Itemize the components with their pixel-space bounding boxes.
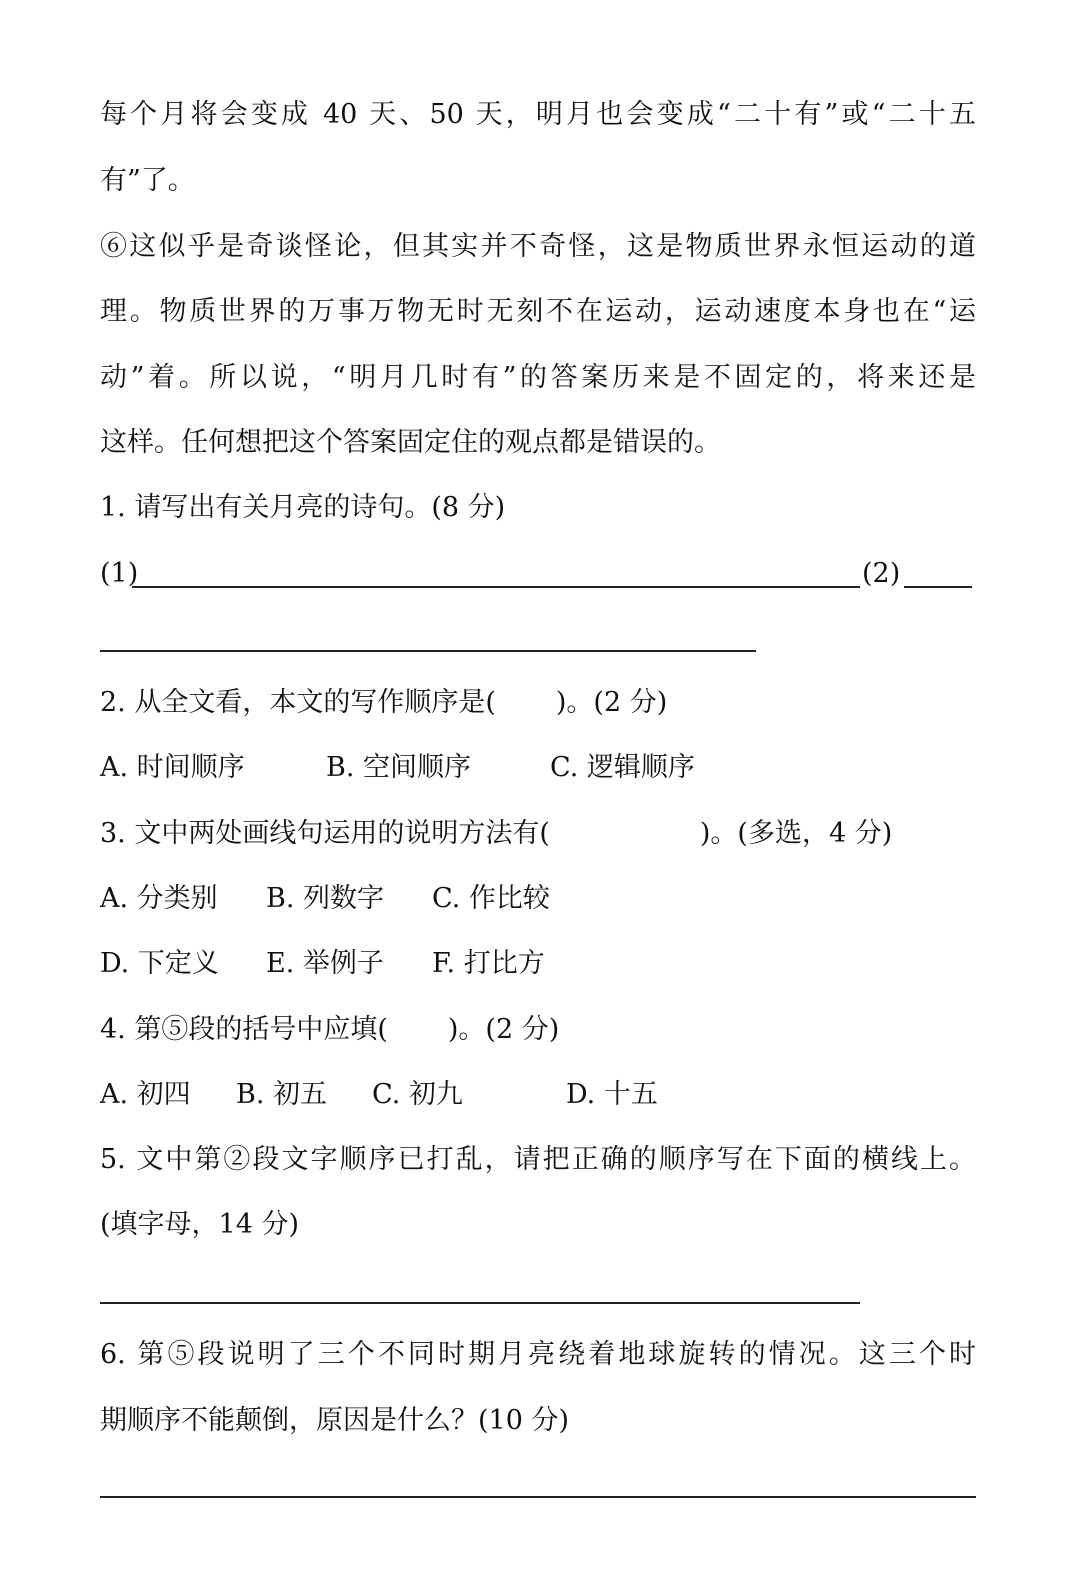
answer-line-5[interactable] bbox=[100, 1302, 860, 1304]
question-2-options bbox=[100, 751, 695, 785]
passage-line-4: 理。物质世界的万事万物无时无刻不在运动，运动速度本身也在“运 bbox=[100, 296, 976, 327]
passage-line-5: 动”着。所以说，“明月几时有”的答案历来是不固定的，将来还是 bbox=[100, 362, 976, 393]
option-3e[interactable]: E. 举例子 bbox=[266, 948, 384, 979]
question-2-prefix: 2. 从全文看，本文的写作顺序是( bbox=[100, 687, 496, 718]
question-6-line-1: 6. 第⑤段说明了三个不同时期月亮绕着地球旋转的情况。这三个时 bbox=[100, 1339, 976, 1370]
answer-line-1-2b[interactable] bbox=[100, 650, 756, 652]
question-3-options-row-1 bbox=[100, 882, 550, 916]
passage-line-6: 这样。任何想把这个答案固定住的观点都是错误的。 bbox=[100, 427, 721, 458]
option-3f[interactable]: F. 打比方 bbox=[432, 948, 545, 979]
passage-line-2: 有”了。 bbox=[100, 165, 195, 196]
option-4c[interactable]: C. 初九 bbox=[372, 1079, 463, 1110]
option-2b[interactable]: B. 空间顺序 bbox=[326, 752, 472, 783]
question-2-text bbox=[100, 686, 667, 720]
question-3-options-row-2 bbox=[100, 947, 545, 981]
question-3-prefix: 3. 文中两处画线句运用的说明方法有( bbox=[100, 818, 550, 849]
question-1-label-2: (2) bbox=[862, 558, 901, 589]
question-3-suffix: )。(多选，4 分) bbox=[699, 818, 893, 849]
question-3-text bbox=[100, 817, 892, 851]
option-4a[interactable]: A. 初四 bbox=[100, 1079, 191, 1110]
answer-line-1-2a[interactable] bbox=[904, 586, 972, 588]
answer-line-6[interactable] bbox=[100, 1496, 976, 1498]
question-5-line-2: (填字母，14 分) bbox=[100, 1209, 300, 1240]
question-6-line-2: 期顺序不能颠倒，原因是什么？(10 分) bbox=[100, 1405, 570, 1436]
option-3a[interactable]: A. 分类别 bbox=[100, 883, 218, 914]
option-4b[interactable]: B. 初五 bbox=[236, 1079, 328, 1110]
passage-line-1: 每个月将会变成 40 天、50 天，明月也会变成“二十有”或“二十五 bbox=[100, 99, 976, 130]
question-2-suffix: )。(2 分) bbox=[555, 687, 668, 718]
option-2c[interactable]: C. 逻辑顺序 bbox=[550, 752, 695, 783]
question-4-prefix: 4. 第⑤段的括号中应填( bbox=[100, 1014, 388, 1045]
option-2a[interactable]: A. 时间顺序 bbox=[100, 752, 245, 783]
option-3d[interactable]: D. 下定义 bbox=[100, 948, 219, 979]
question-5-line-1: 5. 文中第②段文字顺序已打乱，请把正确的顺序写在下面的横线上。 bbox=[100, 1144, 976, 1175]
question-4-options bbox=[100, 1078, 658, 1112]
passage-line-3: ⑥这似乎是奇谈怪论，但其实并不奇怪，这是物质世界永恒运动的道 bbox=[100, 231, 976, 262]
option-3c[interactable]: C. 作比较 bbox=[432, 883, 550, 914]
question-4-text bbox=[100, 1013, 559, 1047]
question-1-label-1: (1) bbox=[100, 558, 139, 589]
answer-line-1-1[interactable] bbox=[132, 586, 860, 588]
question-4-suffix: )。(2 分) bbox=[447, 1014, 560, 1045]
option-4d[interactable]: D. 十五 bbox=[566, 1079, 658, 1110]
question-1-text: 1. 请写出有关月亮的诗句。(8 分) bbox=[100, 492, 506, 523]
option-3b[interactable]: B. 列数字 bbox=[266, 883, 385, 914]
